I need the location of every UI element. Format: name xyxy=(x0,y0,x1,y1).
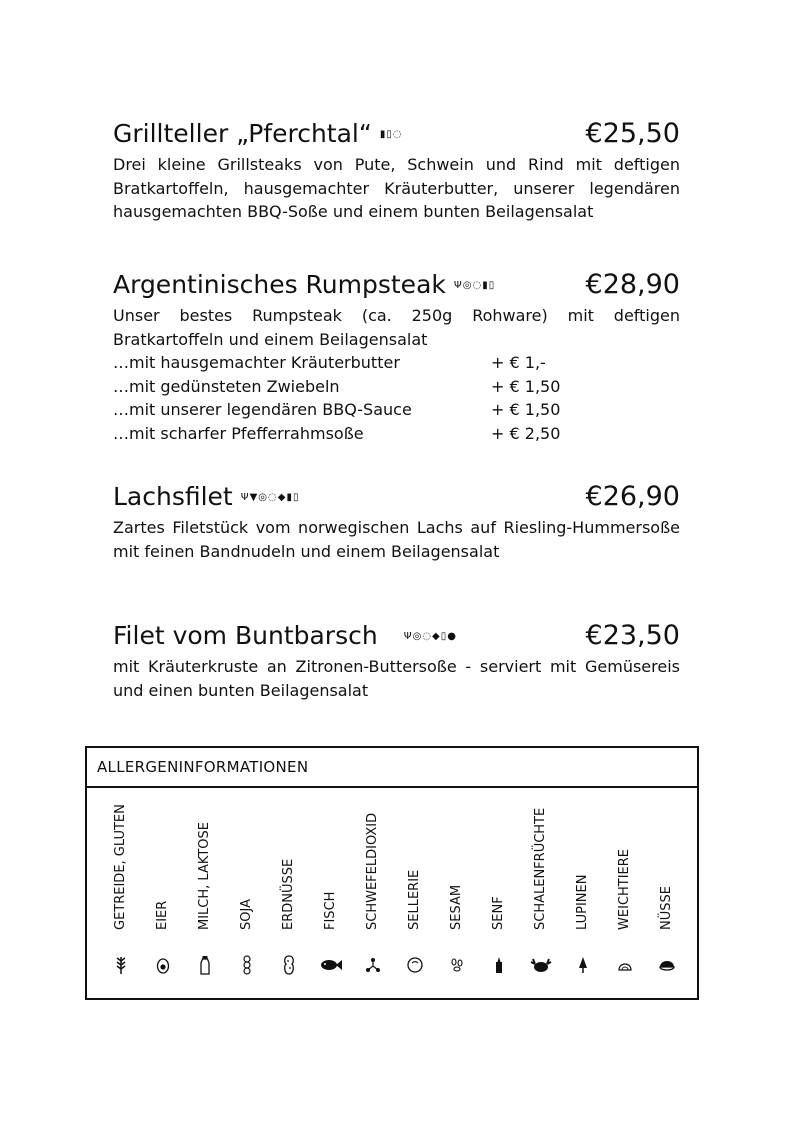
dish-title: Grillteller „Pferchtal“ xyxy=(113,119,372,148)
dish-title: Argentinisches Rumpsteak xyxy=(113,270,446,299)
allergen-label: GETREIDE, GLUTEN xyxy=(113,804,128,930)
allergen-sesam xyxy=(436,788,478,998)
mollusc-icon xyxy=(604,954,646,976)
fish-icon xyxy=(310,954,352,976)
egg-icon xyxy=(142,954,184,976)
allergen-milch xyxy=(184,788,226,998)
allergen-fisch xyxy=(310,788,352,998)
allergen-label: SELLERIE xyxy=(407,869,422,930)
allergen-icons: Ψ◎◌◆▯● xyxy=(403,631,457,642)
allergen-label: SOJA xyxy=(239,899,254,930)
allergen-label: EIER xyxy=(155,900,170,930)
dish-grillteller xyxy=(113,117,680,224)
allergen-label: WEICHTIERE xyxy=(617,849,632,930)
allergen-erdnuesse xyxy=(268,788,310,998)
dish-option xyxy=(113,422,680,446)
allergen-label: SENF xyxy=(491,896,506,930)
celery-icon xyxy=(394,954,436,976)
allergen-schalenfruechte xyxy=(520,788,562,998)
allergen-label: LUPINEN xyxy=(575,874,590,930)
allergen-label: MILCH, LAKTOSE xyxy=(197,822,212,930)
allergen-label: SESAM xyxy=(449,884,464,930)
dish-option xyxy=(113,351,680,375)
allergen-sellerie xyxy=(394,788,436,998)
option-price: + € 2,50 xyxy=(491,423,561,443)
allergen-gluten xyxy=(100,788,142,998)
dish-lachsfilet xyxy=(113,480,680,563)
allergen-info-title: ALLERGENINFORMATIONEN xyxy=(87,748,697,788)
allergen-icons: Ψ◎◌▮▯ xyxy=(453,280,496,291)
dish-header xyxy=(113,268,680,304)
dish-description: Zartes Filetstück vom norwegischen Lachs auf Riesling-Hummersoße mit feinen Bandnudeln und einem Beilagensalat xyxy=(113,518,680,561)
allergen-label: FISCH xyxy=(323,891,338,930)
nut-icon xyxy=(646,954,688,976)
option-label: …mit gedünsteten Zwiebeln xyxy=(113,376,340,396)
dish-description: mit Kräuterkruste an Zitronen-Buttersoße - serviert mit Gemüsereis und einen bunten Beilagensalat xyxy=(113,657,680,700)
option-price: + € 1,50 xyxy=(491,400,561,419)
dish-rumpsteak xyxy=(113,268,680,445)
allergen-label: SCHWEFELDIOXID xyxy=(365,812,380,930)
allergen-label: ERDNÜSSE xyxy=(281,858,296,930)
dish-description: Drei kleine Grillsteaks von Pute, Schwein und Rind mit deftigen Bratkartoffeln, hausgemachter Kräuterbutter, unserer legendären hausgemachten BBQ-Soße und einem bunten Beilagensalat xyxy=(113,155,680,221)
allergen-columns xyxy=(87,788,697,998)
sesame-icon xyxy=(436,954,478,976)
allergen-icons: Ψ▼◎◌◆▮▯ xyxy=(240,492,300,503)
allergen-eier xyxy=(142,788,184,998)
allergen-label: SCHALENFRÜCHTE xyxy=(533,807,548,930)
allergen-nuesse xyxy=(646,788,688,998)
dish-title: Lachsfilet xyxy=(113,482,233,511)
dish-description: Unser bestes Rumpsteak (ca. 250g Rohware) mit deftigen Bratkartoffeln und einem Beilagensalat xyxy=(113,306,680,349)
allergen-icons: ▮▯◌ xyxy=(379,129,403,140)
dish-header xyxy=(113,480,680,516)
dish-price: €26,90 xyxy=(585,481,680,512)
allergen-label: NÜSSE xyxy=(659,886,674,930)
soy-icon xyxy=(226,954,268,976)
dish-header xyxy=(113,117,680,153)
crab-icon xyxy=(520,954,562,976)
allergen-lupinen xyxy=(562,788,604,998)
option-label: …mit scharfer Pfefferrahmsoße xyxy=(113,423,364,443)
option-label: …mit unserer legendären BBQ-Sauce xyxy=(113,400,412,419)
peanut-icon xyxy=(268,954,310,976)
option-price: + € 1,50 xyxy=(491,376,561,396)
allergen-info-box xyxy=(85,746,699,1000)
molecule-icon xyxy=(352,954,394,976)
mustard-icon xyxy=(478,954,520,976)
dish-option xyxy=(113,375,680,399)
milk-bottle-icon xyxy=(184,954,226,976)
allergen-schwefeldioxid xyxy=(352,788,394,998)
option-label: …mit hausgemachter Kräuterbutter xyxy=(113,353,400,372)
wheat-icon xyxy=(100,954,142,976)
dish-price: €28,90 xyxy=(585,269,680,300)
allergen-senf xyxy=(478,788,520,998)
dish-header xyxy=(113,619,680,655)
lupin-icon xyxy=(562,954,604,976)
dish-buntbarsch xyxy=(113,619,680,702)
allergen-weichtiere xyxy=(604,788,646,998)
dish-price: €25,50 xyxy=(585,118,680,149)
dish-title: Filet vom Buntbarsch xyxy=(113,621,378,650)
dish-price: €23,50 xyxy=(585,620,680,651)
option-price: + € 1,- xyxy=(491,353,546,372)
allergen-soja xyxy=(226,788,268,998)
dish-option xyxy=(113,398,680,422)
